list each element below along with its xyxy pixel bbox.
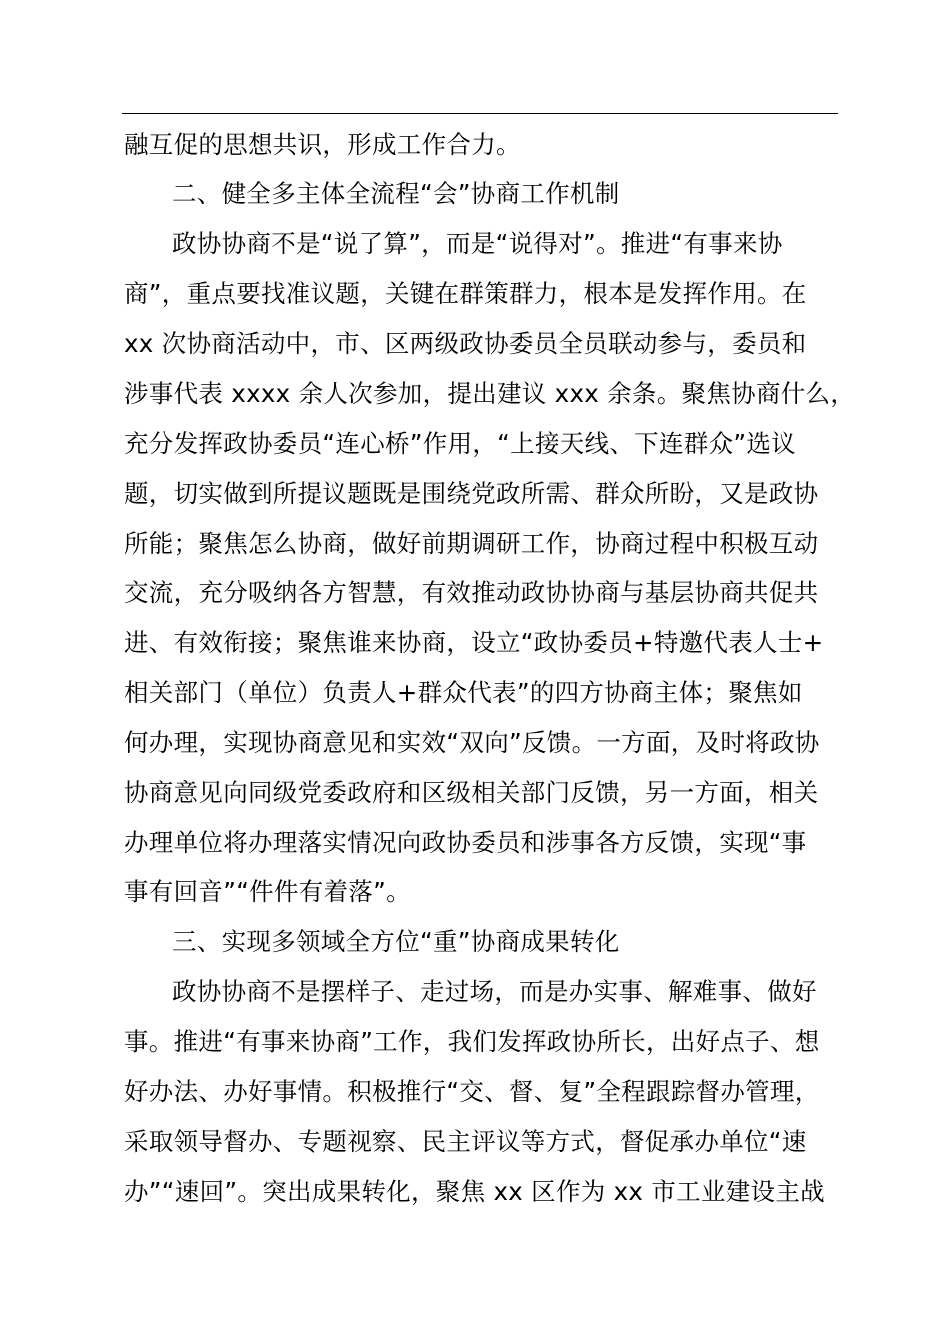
paragraph-first-line: 政协协商不是“说了算”，而是“说得对”。推进“有事来协 — [172, 229, 783, 258]
section-heading: 二、健全多主体全流程“会”协商工作机制 — [172, 179, 620, 208]
text-line: 涉事代表 xxxx 余人次参加，提出建议 xxx 余条。聚焦协商什么， — [124, 379, 856, 408]
text-line: 办”“速回”。突出成果转化，聚焦 xx 区作为 xx 市工业建设主战 — [124, 1177, 825, 1206]
section-heading: 三、实现多领域全方位“重”协商成果转化 — [172, 927, 620, 956]
text-line: 采取领导督办、专题视察、民主评议等方式，督促承办单位“速 — [124, 1127, 807, 1156]
text-line: 事有回音”“件件有着落”。 — [124, 877, 411, 906]
text-line: 办理单位将办理落实情况向政协委员和涉事各方反馈，实现“事 — [124, 828, 807, 857]
paragraph-first-line: 政协协商不是摆样子、走过场，而是办实事、解难事、做好 — [172, 977, 817, 1006]
text-line: 事。推进“有事来协商”工作，我们发挥政协所长，出好点子、想 — [124, 1027, 820, 1056]
text-line: xx 次协商活动中，市、区两级政协委员全员联动参与，委员和 — [124, 329, 807, 358]
text-line: 交流，充分吸纳各方智慧，有效推动政协协商与基层协商共促共 — [124, 578, 819, 607]
text-line: 题，切实做到所提议题既是围绕党政所需、群众所盼，又是政协 — [124, 479, 819, 508]
text-line: 融互促的思想共识，形成工作合力。 — [124, 130, 521, 159]
text-line: 进、有效衔接；聚焦谁来协商，设立“政协委员+特邀代表人士+ — [124, 628, 824, 657]
header-rule — [122, 113, 838, 114]
text-line: 相关部门（单位）负责人+群众代表”的四方协商主体；聚焦如 — [124, 678, 803, 707]
text-line: 充分发挥政协委员“连心桥”作用，“上接天线、下连群众”选议 — [124, 429, 796, 458]
text-line: 协商意见向同级党委政府和区级相关部门反馈，另一方面，相关 — [124, 778, 819, 807]
text-line: 何办理，实现协商意见和实效“双向”反馈。一方面，及时将政协 — [124, 728, 820, 757]
text-line: 好办法、办好事情。积极推行“交、督、复”全程跟踪督办管理， — [124, 1077, 820, 1106]
text-line: 商”，重点要找准议题，关键在群策群力，根本是发挥作用。在 — [124, 279, 807, 308]
text-line: 所能；聚焦怎么协商，做好前期调研工作，协商过程中积极互动 — [124, 529, 819, 558]
